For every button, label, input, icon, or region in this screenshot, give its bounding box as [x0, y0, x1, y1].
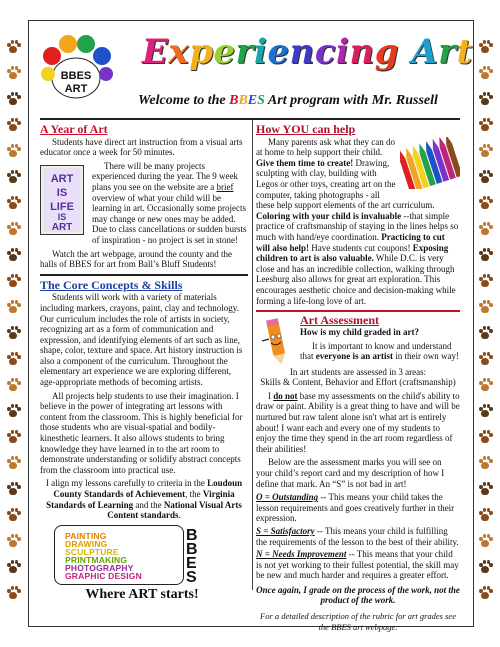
- paw-print-icon: [478, 586, 492, 600]
- art-forms-box: [54, 525, 184, 585]
- paw-print-icon: [478, 326, 492, 340]
- paw-print-icon: [478, 170, 492, 184]
- help-a: Many parents ask what they can do at home to help support their child.: [256, 136, 395, 158]
- paw-print-icon: [6, 352, 20, 366]
- paw-print-icon: [478, 66, 492, 80]
- year-p2-a: There will be many projects experienced during the year. The 9 week plans you see on the website are a: [92, 160, 239, 192]
- subtitle-e: E: [247, 93, 258, 108]
- subtitle-b1: B: [229, 93, 239, 108]
- title-letter: i: [254, 32, 268, 72]
- mark-n-text: -- This means that your child is not yet working to their fullest potential, the skill may be new and much harder and requires a greater effort.: [256, 549, 459, 581]
- paw-print-icon: [478, 352, 492, 366]
- paw-print-icon: [478, 40, 492, 54]
- graphic-bbes-label: [186, 529, 226, 585]
- footer-note: For a detailed description of the rubric for art grades see the BBES art webpage.: [260, 611, 456, 632]
- column-divider: [252, 120, 253, 590]
- right-paw-rail: [478, 40, 494, 612]
- left-section-divider: [40, 274, 248, 276]
- paw-print-icon: [478, 378, 492, 392]
- help-g: Have students cut coupons!: [309, 242, 413, 253]
- title-letter: c: [314, 32, 337, 72]
- paw-print-icon: [478, 248, 492, 262]
- paw-print-icon: [478, 196, 492, 210]
- core-p3-d: Virginia Standards of Learning: [46, 489, 235, 510]
- paw-print-icon: [6, 534, 20, 548]
- assessment-areas-1: In art students are assessed in 3 areas:: [289, 366, 427, 377]
- help-b: Give them time to create!: [256, 157, 354, 168]
- bbes-letter: E: [186, 555, 197, 572]
- assessment-areas-2: Skills & Content, Behavior and Effort (craftsmanship): [260, 377, 456, 388]
- art-form-word: PAINTING: [65, 531, 107, 541]
- core-concepts-heading: The Core Concepts & Skills: [40, 277, 183, 292]
- paw-print-icon: [6, 326, 20, 340]
- paw-print-icon: [6, 66, 20, 80]
- assess-b: everyone is an artist: [315, 351, 393, 362]
- core-p3-a: I align my lessons carefully to criteria in the: [45, 478, 208, 489]
- core-p3-c: , the: [185, 489, 203, 499]
- title-letter: r: [235, 32, 255, 72]
- paw-print-icon: [478, 534, 492, 548]
- paw-print-icon: [6, 118, 20, 132]
- help-e: --that simple practice of craftsmanship of staying in the lines helps so much with hand/eye coordination.: [256, 210, 459, 242]
- art-poster-icon: [43, 168, 81, 232]
- header-divider: [40, 118, 460, 120]
- mark-o-label: O = Outstanding: [256, 492, 319, 503]
- title-letter: e: [213, 32, 236, 72]
- paw-print-icon: [6, 144, 20, 158]
- paw-print-icon: [6, 222, 20, 236]
- paw-print-icon: [478, 144, 492, 158]
- core-p3-f: National Visual Arts Content standards: [107, 499, 242, 521]
- mark-s-text: -- This means your child is fulfilling the requirements of the lesson to the best of their ability.: [256, 525, 459, 547]
- core-paragraph-2: All projects help students to use their imagination. I believe in the power of integrating art lessons with content from the classroom. This is highly beneficial for those students who are visual-spatial and bodily-kinesthetic learners. It also allows students to bring knowledge they have learned in to the art room to demonstrate understanding or solidify abstract concepts from the classroom into practical use.: [40, 390, 243, 475]
- page-subtitle: [138, 93, 438, 109]
- bbes-letter: B: [186, 527, 198, 544]
- paw-print-icon: [6, 300, 20, 314]
- paw-print-icon: [478, 560, 492, 574]
- title-letter: i: [336, 32, 350, 72]
- svg-text:ART: ART: [50, 172, 74, 185]
- assess2-c: base my assessments on the child's ability to draw or paint. Ability is a great thing to have and will be nurtured but raw talent alone isn't what art is entirely about! I want each and every one of my students to enjoy the time they spend in the art room regardless of their abilities!: [256, 390, 460, 454]
- mark-o-text: -- This means your child takes the lesson requirements and goes creatively further in their expression.: [256, 492, 455, 524]
- paw-print-icon: [478, 482, 492, 496]
- mark-outstanding: [256, 492, 460, 524]
- paw-print-icon: [6, 92, 20, 106]
- paw-print-icon: [478, 430, 492, 444]
- mark-n-label: N = Needs Improvement: [256, 549, 347, 560]
- paw-print-icon: [478, 508, 492, 522]
- art-assessment-heading: Art Assessment: [300, 312, 379, 327]
- paw-print-icon: [6, 170, 20, 184]
- paw-print-icon: [6, 274, 20, 288]
- core-paragraph-3: [40, 478, 248, 520]
- art-form-word: GRAPHIC DESIGN: [65, 571, 142, 581]
- help-d: Coloring with your child is invaluable: [256, 210, 402, 221]
- logo-line-2: ART: [64, 83, 88, 95]
- left-column: [40, 124, 248, 524]
- mark-satisfactory: [256, 526, 460, 547]
- art-is-life-poster: [40, 165, 84, 235]
- core-p3-e: and the: [133, 499, 164, 510]
- title-letter: A: [411, 32, 439, 72]
- paw-print-icon: [6, 248, 20, 262]
- help-f: Practicing to cut will also help!: [256, 231, 445, 253]
- assess2-a: I: [268, 390, 274, 401]
- pencil-character-icon: [256, 317, 296, 367]
- help-i: While D.C. is very close and has an incredible collection, walking through Leesburg also allows for great art exploration. This encourages aesthetic choice and decision-making while forming a life-long love of art.: [256, 253, 456, 306]
- title-letter: e: [267, 32, 290, 72]
- paw-print-icon: [6, 586, 20, 600]
- year-of-art-heading: A Year of Art: [40, 122, 108, 136]
- subtitle-b2: B: [238, 93, 248, 108]
- crayons-icon: [400, 137, 460, 189]
- paw-print-icon: [6, 40, 20, 54]
- left-paw-rail: [6, 40, 22, 612]
- paw-print-icon: [6, 508, 20, 522]
- subtitle-post: Art program with Mr. Russell: [264, 93, 438, 108]
- paw-print-icon: [478, 404, 492, 418]
- svg-text:IS: IS: [56, 186, 68, 199]
- bbes-letter: S: [186, 569, 197, 586]
- paw-print-icon: [478, 300, 492, 314]
- assess-c: in their own way!: [392, 351, 459, 362]
- title-letter: r: [438, 32, 457, 72]
- assessment-question: How is my child graded in art?: [300, 327, 420, 338]
- core-p3-g: .: [178, 510, 181, 521]
- core-p3-b: Loudoun County Standards of Achievement: [53, 478, 243, 499]
- paw-print-icon: [478, 92, 492, 106]
- paw-print-icon: [478, 274, 492, 288]
- svg-text:ART: ART: [51, 221, 73, 232]
- help-h: Exposing children to art is also valuable.: [256, 242, 449, 264]
- mark-s-label: S = Satisfactory: [256, 525, 315, 536]
- bbes-letter: B: [186, 541, 198, 558]
- year-p2-brief: brief: [216, 181, 234, 192]
- where-art-starts-tagline: Where ART starts!: [85, 587, 199, 602]
- year-paragraph-1: Students have direct art instruction from a visual arts educator once a week for 50 minutes.: [40, 136, 243, 158]
- title-letter: p: [189, 32, 214, 72]
- paw-print-icon: [6, 456, 20, 470]
- help-c: Drawing, sculpting with clay, building with Legos or other toys, creating art on the computer, taking photographs - all these help support elements of the art curriculum.: [256, 157, 435, 211]
- title-letter: n: [289, 32, 315, 72]
- page-title: [142, 32, 473, 72]
- paw-print-icon: [6, 482, 20, 496]
- paw-print-icon: [478, 456, 492, 470]
- closing-statement: Once again, I grade on the process of the work, not the product of the work.: [256, 584, 460, 606]
- paw-print-icon: [6, 196, 20, 210]
- right-section-divider: [256, 310, 460, 312]
- svg-text:IS: IS: [57, 211, 67, 222]
- where-art-starts-graphic: [54, 525, 230, 602]
- paw-print-icon: [478, 222, 492, 236]
- assess2-b: do not: [273, 390, 298, 401]
- paw-print-icon: [6, 560, 20, 574]
- title-letter: [399, 32, 411, 72]
- title-letter: x: [168, 32, 190, 72]
- subtitle-s: S: [257, 93, 265, 108]
- how-you-can-help-heading: How YOU can help: [256, 122, 356, 136]
- paw-print-icon: [6, 430, 20, 444]
- art-form-word: PHOTOGRAPHY: [65, 563, 134, 573]
- art-form-word: DRAWING: [65, 539, 108, 549]
- mark-needs-improvement: [256, 549, 460, 581]
- paw-print-icon: [6, 404, 20, 418]
- assess-a: It is important to know and understand that: [300, 340, 452, 362]
- paw-print-icon: [478, 118, 492, 132]
- assessment-paragraph-2: [256, 391, 460, 455]
- art-form-word: SCULPTURE: [65, 547, 119, 557]
- svg-text:LIFE: LIFE: [50, 200, 74, 213]
- subtitle-pre: Welcome to the: [138, 93, 230, 108]
- title-letter: n: [349, 32, 375, 72]
- year-paragraph-3: Watch the art webpage, around the county and the halls of BBES for art from Ball’s Bluff Students!: [40, 248, 232, 270]
- title-letter: t: [456, 32, 473, 72]
- core-paragraph-1: Students will work with a variety of materials including markers, crayons, paint, clay and technology. Our curriculum includes the role of artists in society, recognizing art as a form of communication and expression, and identifying elements of art such as line, shape, color, texture and space. Art history instruction is also a component of the curriculum. Throughout the elementary art experience we are exploring different, age-appropriate methods of becoming artists.: [40, 292, 243, 388]
- title-letter: E: [142, 32, 169, 72]
- logo-line-1: BBES: [60, 70, 92, 82]
- year-p2-b: overview of what your child will be learning in art. Occasionally some projects may change or new ones may be added. Due to class cancellations or sudden bursts of inspiration - no project is set in stone!: [92, 192, 247, 245]
- art-form-word: PRINTMAKING: [65, 555, 128, 565]
- assessment-paragraph-3: Below are the assessment marks you will see on your child’s report card and my description of how I define that mark. An “S” is not bad in art!: [256, 457, 445, 489]
- right-column: [256, 124, 460, 632]
- bbes-art-logo: [40, 34, 118, 104]
- paw-print-icon: [6, 378, 20, 392]
- title-letter: g: [374, 32, 399, 72]
